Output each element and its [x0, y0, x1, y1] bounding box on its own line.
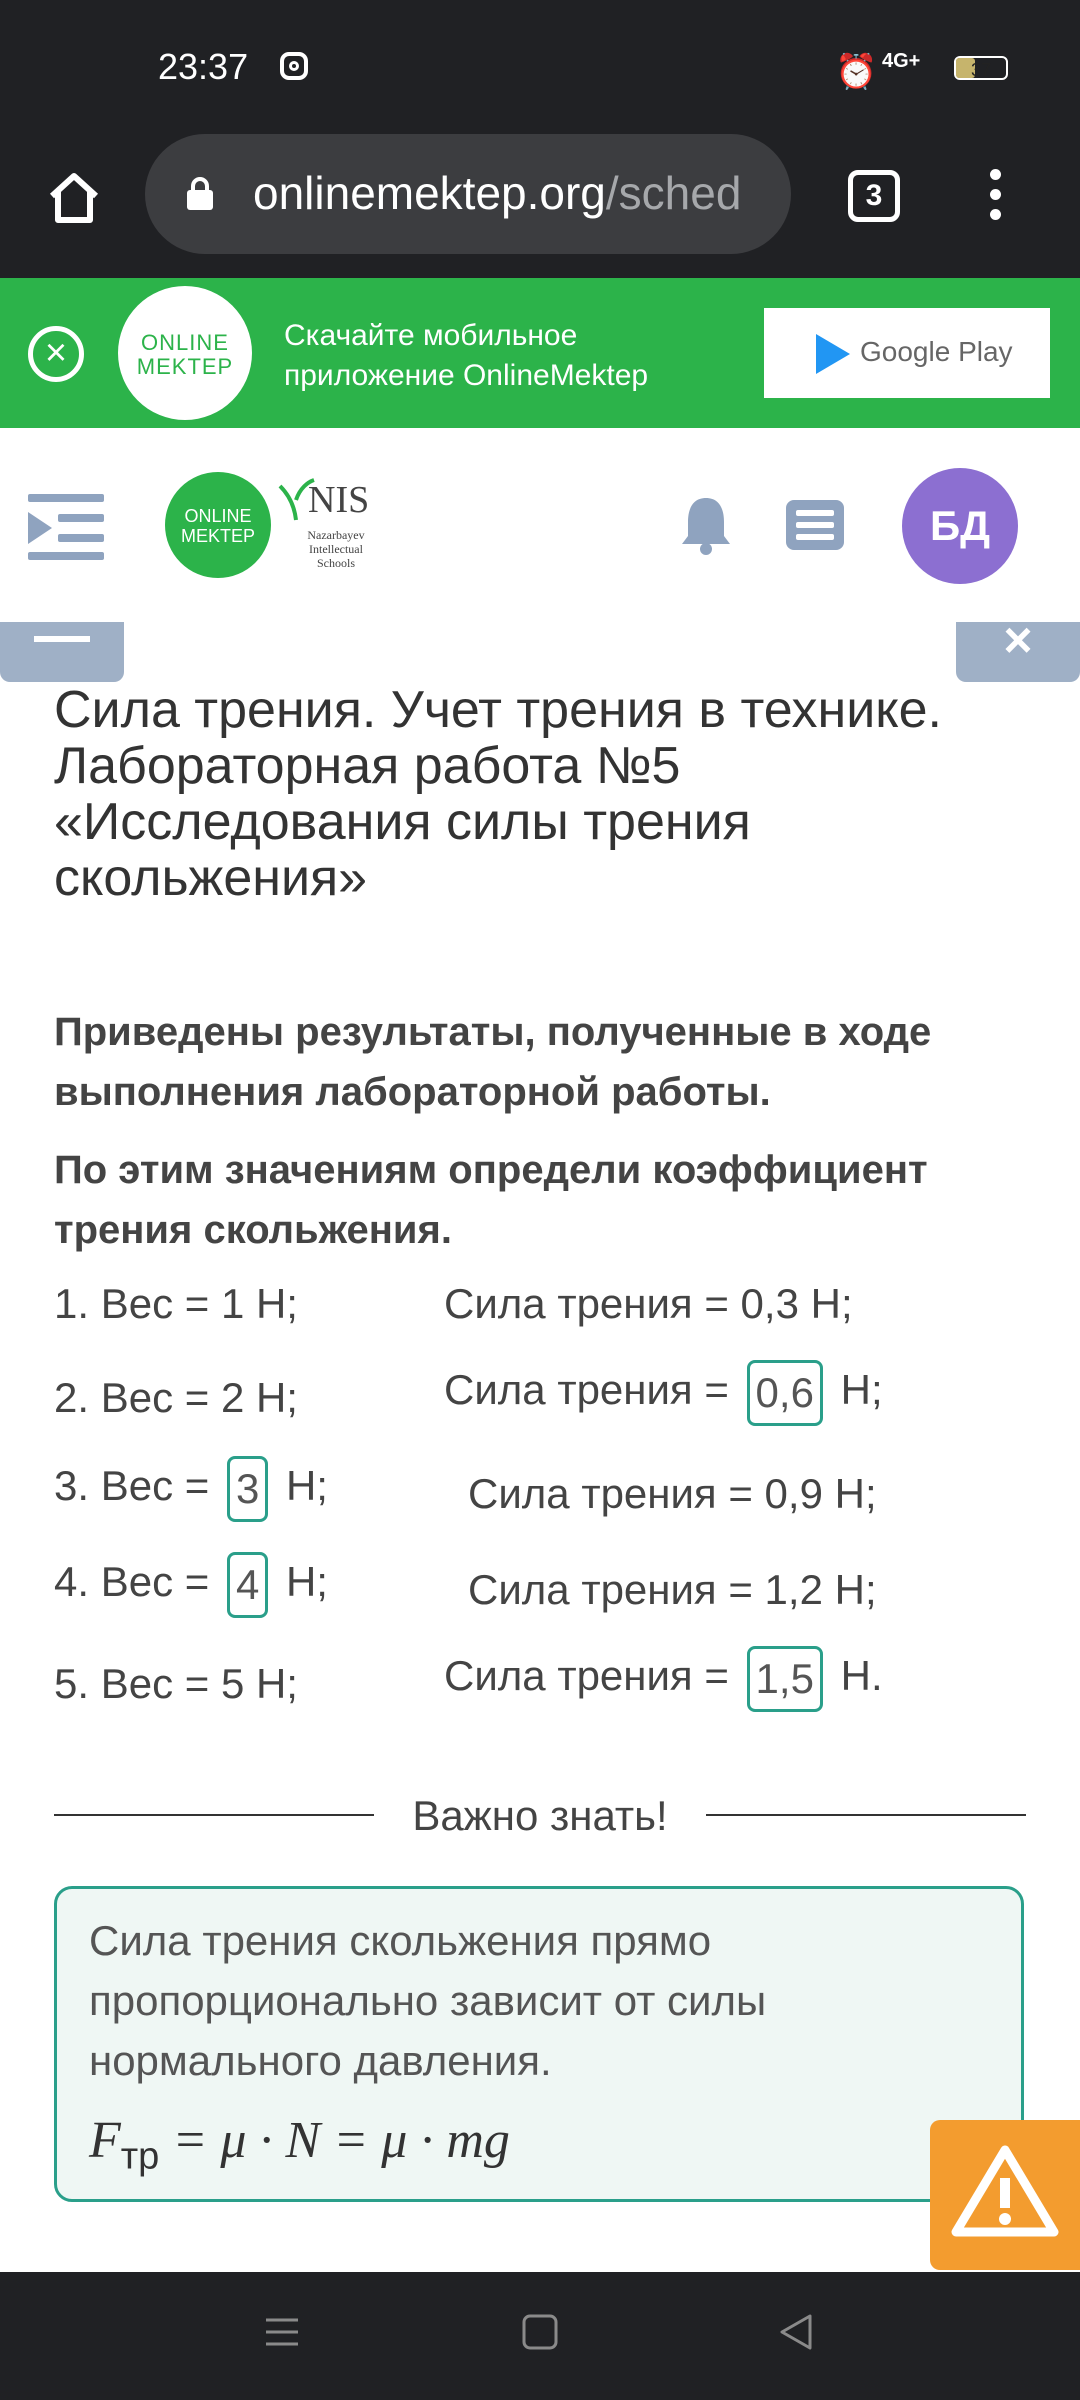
banner-message: Скачайте мобильное приложение OnlineMektep: [284, 319, 649, 392]
friction-row-3: Сила трения = 0,9 Н;: [468, 1470, 877, 1517]
status-time: 23:37: [158, 46, 249, 87]
important-label: Важно знать!: [412, 1792, 668, 1839]
answer-input-weight-4[interactable]: 4: [227, 1552, 268, 1618]
answer-input-friction-5[interactable]: 1,5: [747, 1646, 823, 1712]
lesson-title: Сила трения. Учет трения в технике. Лабораторная работа №5 «Исследования силы трения скольжения»: [54, 681, 942, 907]
system-nav-bar: [0, 2272, 1080, 2400]
app-download-banner: [0, 278, 1080, 428]
warning-icon: [930, 2120, 1080, 2270]
url-host: onlinemektep.org: [253, 167, 606, 219]
url-path: /sched: [605, 167, 742, 219]
weight-row-4: 4. Вес = 4 Н;: [54, 1552, 328, 1618]
friction-row-2: Сила трения = 0,6 Н;: [444, 1360, 883, 1426]
onlinemektep-logo: ONLINE MEKTEP: [118, 286, 252, 420]
schedule-list-icon[interactable]: [786, 500, 844, 550]
minus-icon: [34, 636, 90, 642]
answer-input-weight-3[interactable]: 3: [227, 1456, 268, 1522]
sidebar-toggle-icon[interactable]: [28, 494, 104, 560]
weight-row-5: 5. Вес = 5 Н;: [54, 1660, 298, 1707]
friction-row-5: Сила трения = 1,5 Н.: [444, 1646, 883, 1712]
answer-input-friction-2[interactable]: 0,6: [747, 1360, 823, 1426]
notification-bell-icon[interactable]: [678, 494, 734, 556]
lock-icon: [185, 176, 215, 212]
important-divider: [54, 1786, 1026, 1846]
close-banner-icon[interactable]: ×: [28, 326, 84, 382]
google-play-icon: [816, 334, 850, 374]
close-icon: ×: [1003, 612, 1033, 668]
browser-toolbar: [0, 130, 1080, 278]
onlinemektep-logo[interactable]: ONLINE MEKTEP: [165, 472, 271, 578]
question-intro: Приведены результаты, полученные в ходе выполнения лабораторной работы.: [54, 1010, 932, 1114]
friction-row-4: Сила трения = 1,2 Н;: [468, 1566, 877, 1613]
important-info-box: [54, 1886, 1024, 2202]
home-icon[interactable]: [44, 168, 104, 228]
question-task: По этим значениям определи коэффициент трения скольжения.: [54, 1148, 928, 1252]
weight-row-3: 3. Вес = 3 Н;: [54, 1456, 328, 1522]
address-bar[interactable]: [145, 134, 791, 254]
friction-formula: $F_{тр} = \mu \cdot N = \mu$ · mg: [89, 2112, 510, 2178]
battery-level: 37: [970, 60, 992, 80]
info-text: Сила трения скольжения прямо пропорционально зависит от силы нормального давления.: [89, 1917, 767, 2084]
user-avatar[interactable]: БД: [902, 468, 1018, 584]
app-header: [0, 428, 1080, 622]
network-indicator: 4G+: [882, 50, 921, 72]
home-nav-icon[interactable]: [520, 2312, 560, 2352]
weight-row-2: 2. Вес = 2 Н;: [54, 1374, 298, 1421]
recent-apps-icon[interactable]: [262, 2312, 302, 2352]
overflow-menu-icon[interactable]: [980, 166, 1010, 226]
battery-icon: [954, 56, 1008, 80]
status-bar: [0, 0, 1080, 130]
google-play-button[interactable]: Google Play: [764, 308, 1050, 398]
close-tab[interactable]: [956, 612, 1080, 682]
weight-row-1: 1. Вес = 1 Н;: [54, 1280, 298, 1327]
alarm-icon: ⏰: [835, 53, 878, 91]
instagram-icon: [280, 52, 308, 80]
friction-row-1: Сила трения = 0,3 Н;: [444, 1280, 853, 1327]
tab-switcher-button[interactable]: 3: [848, 170, 900, 222]
back-icon[interactable]: [776, 2312, 816, 2352]
nis-logo: NIS Nazarbayev Intellectual Schools: [276, 472, 386, 582]
url-text: [253, 166, 773, 220]
report-problem-button[interactable]: [930, 2120, 1080, 2270]
collapse-tab[interactable]: [0, 622, 124, 682]
